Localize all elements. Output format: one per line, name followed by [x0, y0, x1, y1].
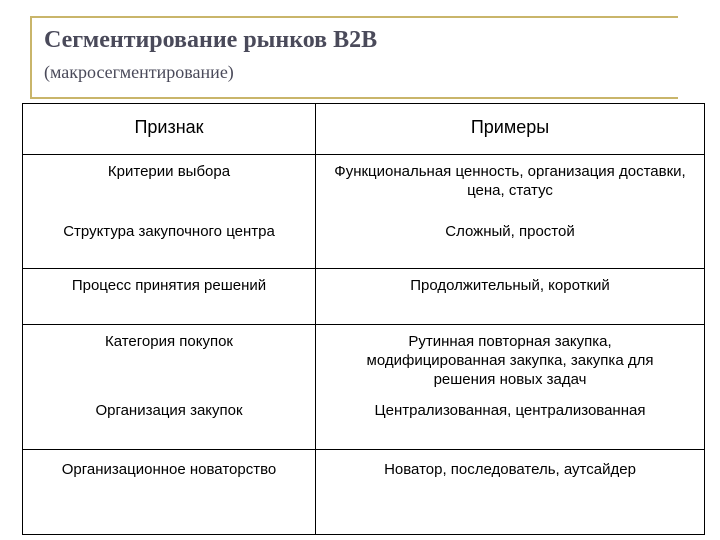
row-criterion: Структура закупочного центра — [63, 223, 275, 240]
row-criterion: Процесс принятия решений — [71, 277, 267, 294]
row-example: Централизованная, централизованная — [374, 402, 646, 419]
row-criterion: Категория покупок — [104, 333, 233, 350]
header-examples: Примеры — [470, 117, 550, 137]
row-criterion: Организация закупок — [95, 402, 243, 419]
table-row — [23, 155, 704, 213]
slide-title: Сегментирование рынков B2B — [44, 27, 378, 53]
table-row — [23, 325, 704, 393]
row-criterion: Организационное новаторство — [61, 461, 277, 478]
slide-subtitle: (макросегментирование) — [44, 62, 234, 82]
table-row — [23, 213, 704, 269]
header-criterion: Признак — [134, 117, 204, 137]
row-criterion: Критерии выбора — [107, 163, 231, 180]
row-example: Сложный, простой — [445, 223, 575, 240]
row-example: Функциональная ценность, организация доставки, цена, статус — [334, 163, 686, 199]
segmentation-table — [22, 103, 705, 535]
decor-top-line — [30, 16, 678, 18]
table-header-row — [23, 104, 704, 155]
row-example: Продолжительный, короткий — [410, 277, 610, 294]
table-row — [23, 269, 704, 325]
table-row — [23, 393, 704, 450]
row-example: Рутинная повторная закупка, модифицированная закупка, закупка для решения новых задач — [366, 333, 654, 388]
decor-vertical-line — [30, 16, 32, 98]
decor-bottom-line — [30, 97, 678, 99]
table-row — [23, 450, 704, 534]
row-example: Новатор, последователь, аутсайдер — [384, 461, 636, 478]
